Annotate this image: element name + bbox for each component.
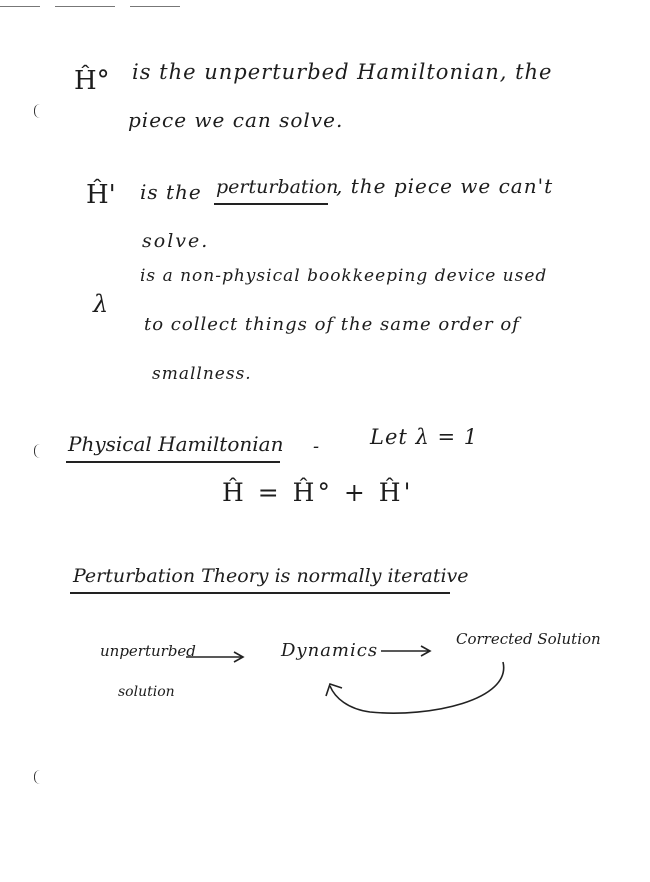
perturbation-theory-heading: Perturbation Theory is normally iterative	[73, 565, 469, 587]
arrow-to-corrected-solution	[381, 646, 430, 656]
h1-symbol: Ĥ'	[86, 180, 116, 210]
perturbation-term: perturbation	[216, 176, 339, 198]
h1-description: , the piece we can't	[336, 174, 554, 198]
dash: -	[313, 436, 320, 457]
arrow-to-dynamics	[186, 652, 243, 662]
h1-description-continued: solve.	[142, 230, 210, 252]
h0-description: is the unperturbed Hamiltonian, the	[132, 60, 553, 84]
physical-hamiltonian-heading: Physical Hamiltonian	[68, 432, 284, 456]
lambda-description: is a non-physical bookkeeping device used	[140, 266, 548, 286]
lambda-description-end: smallness.	[152, 364, 252, 384]
lambda-description-continued: to collect things of the same order of	[144, 314, 520, 335]
lambda-symbol: λ	[93, 290, 109, 318]
iteration-loop-arrow	[326, 662, 504, 713]
flow-corrected-solution-label: Corrected Solution	[456, 630, 601, 648]
hamiltonian-equation: Ĥ = Ĥ° + Ĥ'	[222, 478, 414, 507]
h0-symbol: Ĥ°	[74, 66, 110, 96]
flow-unperturbed-label: unperturbed	[100, 642, 196, 660]
let-lambda-equals-one: Let λ = 1	[370, 425, 479, 449]
h1-is-the: is the	[140, 180, 202, 204]
flow-dynamics-label: Dynamics	[281, 640, 379, 661]
flow-solution-label: solution	[118, 684, 175, 700]
h0-description-continued: piece we can solve.	[128, 108, 344, 132]
